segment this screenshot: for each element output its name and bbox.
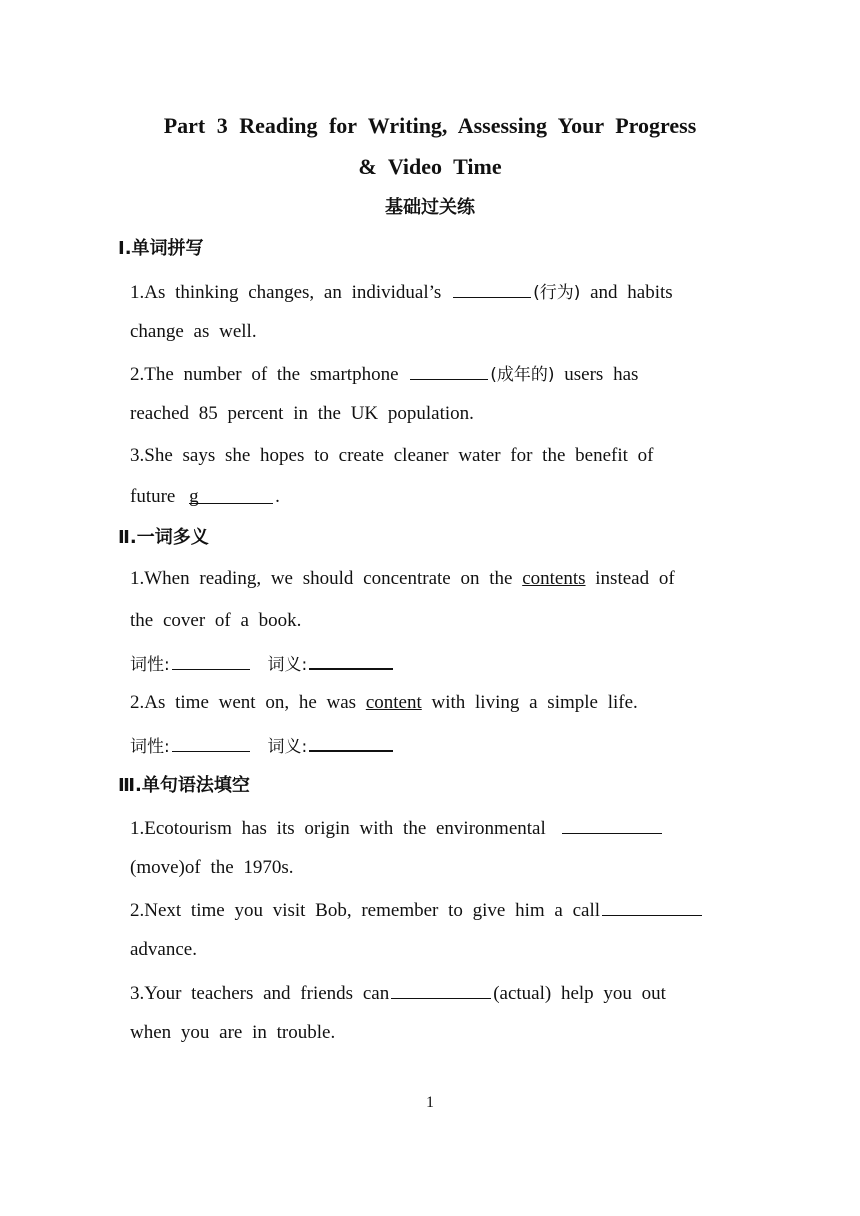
answer-blank[interactable] <box>602 897 702 916</box>
hint-text: (行为) <box>533 283 581 303</box>
target-word: content <box>365 692 422 713</box>
question-line <box>130 320 257 344</box>
question-line <box>130 691 638 715</box>
meaning-blank[interactable] <box>309 732 393 752</box>
question-line <box>130 815 664 841</box>
question-line <box>130 402 474 426</box>
question-text: (actual) help you out <box>493 983 666 1004</box>
meaning-blank[interactable] <box>309 650 393 670</box>
answer-blank[interactable] <box>453 279 531 298</box>
answer-blank[interactable] <box>562 815 662 834</box>
question-text: 2.Next time you visit Bob, remember to give him a call <box>130 900 601 921</box>
answer-line <box>130 650 395 677</box>
question-text: reached 85 percent in the UK population. <box>130 403 474 424</box>
section-heading-polysemy: Ⅱ.一词多义 <box>118 527 209 548</box>
page-subtitle: 基础过关练 <box>385 197 475 218</box>
question-text: change as well. <box>130 321 257 342</box>
pos-blank[interactable] <box>172 651 250 670</box>
question-line <box>130 980 666 1006</box>
question-line <box>130 609 301 633</box>
answer-blank[interactable] <box>410 361 488 380</box>
question-text: and habits <box>590 282 673 303</box>
question-text: instead of <box>595 568 675 589</box>
page-number: 1 <box>426 1094 434 1111</box>
question-text: 3.She says she hopes to create cleaner water for the benefit of <box>130 445 654 466</box>
answer-blank[interactable] <box>391 980 491 999</box>
pos-blank[interactable] <box>172 733 250 752</box>
question-text: when you are in trouble. <box>130 1022 336 1043</box>
pos-label: 词性: <box>130 737 170 757</box>
question-text: the cover of a book. <box>130 610 302 631</box>
question-text: 1.As thinking changes, an individual’s <box>130 282 442 303</box>
question-text: with living a simple life. <box>431 692 638 713</box>
page-title: Part 3 Reading for Writing, Assessing Your Progress <box>163 113 697 138</box>
answer-line <box>130 732 395 759</box>
page-title-line2: & Video Time <box>358 154 502 179</box>
question-line <box>130 444 653 468</box>
question-text: . <box>275 486 280 507</box>
hint-text: (成年的) <box>490 365 555 385</box>
answer-blank[interactable] <box>189 485 273 507</box>
question-line <box>130 1021 335 1045</box>
meaning-label: 词义: <box>267 737 308 757</box>
meaning-label: 词义: <box>267 655 308 675</box>
question-text: 1.When reading, we should concentrate on the <box>130 568 513 589</box>
question-line <box>130 279 673 305</box>
section-heading-spelling: Ⅰ.单词拼写 <box>118 238 204 259</box>
question-text: 2.The number of the smartphone <box>130 364 399 385</box>
question-line <box>130 938 197 962</box>
question-line <box>130 897 704 923</box>
question-line <box>130 485 280 509</box>
question-text: 2.As time went on, he was <box>130 692 357 713</box>
question-text: 3.Your teachers and friends can <box>130 983 390 1004</box>
question-text: users has <box>564 364 639 385</box>
question-text: 1.Ecotourism has its origin with the environmental <box>130 818 546 839</box>
question-line <box>130 856 294 880</box>
question-text: future <box>130 486 176 507</box>
section-heading-grammar: Ⅲ.单句语法填空 <box>118 775 250 796</box>
question-line <box>130 361 638 387</box>
question-line <box>130 567 675 591</box>
pos-label: 词性: <box>130 655 170 675</box>
question-text: (move)of the 1970s. <box>130 857 294 878</box>
initial-letter: g <box>189 486 199 507</box>
question-text: advance. <box>130 939 197 960</box>
target-word: contents <box>522 568 586 589</box>
